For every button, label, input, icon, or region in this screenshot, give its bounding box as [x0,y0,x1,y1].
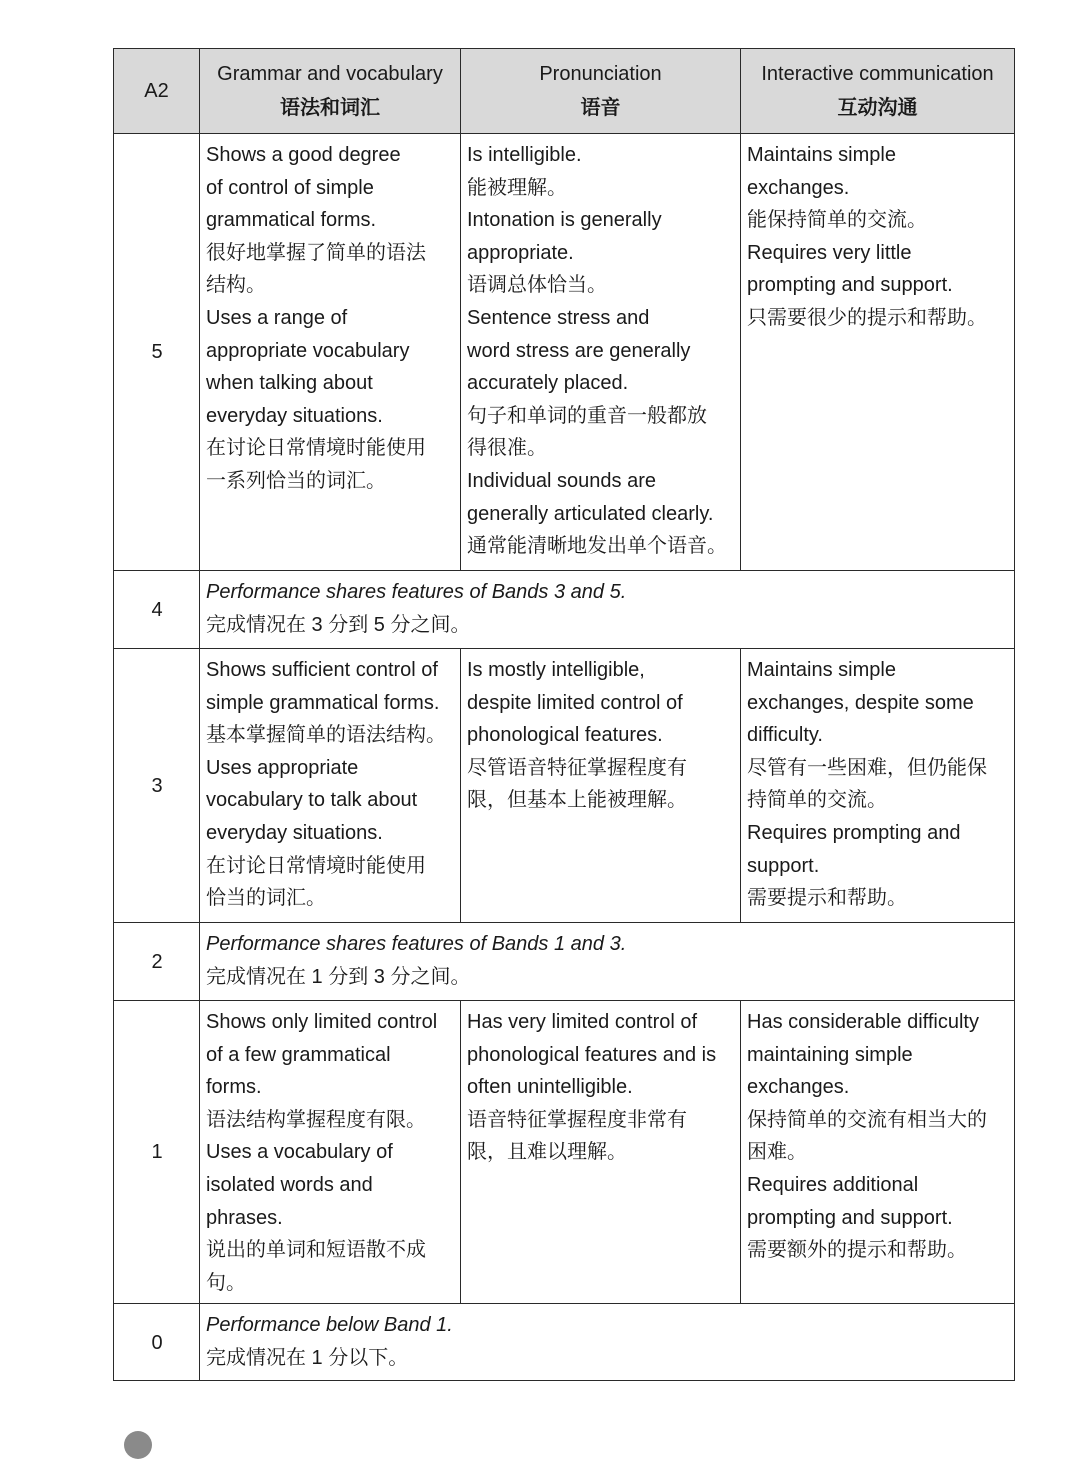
descriptor-line: everyday situations. [206,821,383,844]
descriptor-line: Requires additional [747,1173,919,1196]
descriptor-line: 说出的单词和短语散不成句。 [206,1239,426,1294]
descriptor-line: accurately placed. [467,372,629,395]
descriptor-line: Uses a vocabulary of [206,1141,393,1164]
descriptor-line: 能保持简单的交流。 [747,209,927,232]
table-row-band-3 [114,649,1015,923]
descriptor-line: of a few grammatical [206,1043,391,1066]
column-header-en: Grammar and vocabulary [217,63,443,85]
column-header-zh: 语法和词汇 [280,97,380,119]
descriptor-line: 在讨论日常情境时能使用 [206,437,426,460]
band-summary-zh: 完成情况在 1 分以下。 [206,1346,409,1369]
descriptor-line: 句子和单词的重音一般都放 [467,404,707,427]
descriptor-line: 语音特征掌握程度非常有 [467,1108,687,1131]
table-row-band-0 [114,1304,1015,1381]
table-row-band-2 [114,923,1015,1001]
descriptor-line: exchanges. [747,176,850,199]
band-score: 3 [114,649,200,923]
descriptor-line: support. [747,854,820,877]
descriptor-line: simple grammatical forms. [206,691,440,714]
descriptor-line: 基本掌握简单的语法结构。 [206,724,446,747]
band-summary [200,1304,1015,1381]
descriptor-line: Shows only limited control [206,1011,438,1033]
descriptor-line: Uses a range of [206,306,348,329]
cell-pronunciation [461,134,741,571]
descriptor-line: phonological features and is [467,1043,717,1066]
descriptor-line: Requires very little [747,241,912,264]
column-header-zh: 互动沟通 [837,97,918,119]
column-header-interactive [741,49,1015,134]
descriptor-line: 困难。 [747,1141,807,1164]
descriptor-line: Is intelligible. [467,144,582,166]
descriptor-line: 通常能清晰地发出单个语音。 [467,535,727,558]
descriptor-line: 尽管语音特征掌握程度有 [467,756,687,779]
descriptor-line: 语法结构掌握程度有限。 [206,1108,426,1131]
assessment-rubric-table [113,48,1015,1381]
descriptor-line: Sentence stress and [467,306,650,329]
descriptor-line: 能被理解。 [467,176,567,199]
descriptor-line: 保持简单的交流有相当大的 [747,1108,987,1131]
column-header-en: Pronunciation [539,63,662,85]
descriptor-line: appropriate vocabulary [206,339,410,362]
table-row-band-5 [114,134,1015,571]
descriptor-line: Has very limited control of [467,1011,698,1033]
cell-grammar [200,1001,461,1304]
header-row [114,49,1015,134]
descriptor-line: word stress are generally [467,339,691,362]
descriptor-line: prompting and support. [747,1206,953,1229]
column-header-pronunciation [461,49,741,134]
band-summary [200,923,1015,1001]
descriptor-line: 只需要很少的提示和帮助。 [747,306,987,329]
descriptor-line: when talking about [206,372,373,395]
descriptor-line: Individual sounds are [467,469,657,492]
table-row-band-1 [114,1001,1015,1304]
descriptor-line: Maintains simple [747,144,896,166]
descriptor-line: Shows a good degree [206,144,401,166]
descriptor-line: 限，但基本上能被理解。 [467,789,687,812]
band-summary-zh: 完成情况在 3 分到 5 分之间。 [206,613,471,636]
band-score: 5 [114,134,200,571]
cell-grammar [200,134,461,571]
band-score: 1 [114,1001,200,1304]
descriptor-line: 一系列恰当的词汇。 [206,469,386,492]
descriptor-line: 结构。 [206,274,266,297]
band-summary-en: Performance shares features of Bands 1 and 3. [206,933,627,955]
descriptor-line: forms. [206,1076,262,1099]
descriptor-line: phonological features. [467,724,663,747]
descriptor-line: of control of simple [206,176,374,199]
descriptor-line: Has considerable difficulty [747,1011,979,1033]
descriptor-line: maintaining simple [747,1043,913,1066]
column-header-zh: 语音 [580,97,621,119]
descriptor-line: 语调总体恰当。 [467,274,607,297]
descriptor-line: 限，且难以理解。 [467,1141,627,1164]
descriptor-line: vocabulary to talk about [206,789,418,812]
cell-interactive [741,1001,1015,1304]
band-score: 2 [114,923,200,1001]
cell-pronunciation [461,649,741,923]
descriptor-line: exchanges, despite some [747,691,974,714]
descriptor-line: 得很准。 [467,437,547,460]
descriptor-line: difficulty. [747,724,823,747]
descriptor-line: 需要提示和帮助。 [747,887,907,910]
band-score: 0 [114,1304,200,1381]
band-score: 4 [114,571,200,649]
cell-grammar [200,649,461,923]
cell-interactive [741,649,1015,923]
cell-interactive [741,134,1015,571]
band-summary-zh: 完成情况在 1 分到 3 分之间。 [206,965,471,988]
descriptor-line: isolated words and [206,1173,373,1196]
descriptor-line: 在讨论日常情境时能使用 [206,854,426,877]
descriptor-line: grammatical forms. [206,209,377,232]
band-summary [200,571,1015,649]
column-header-en: Interactive communication [761,63,994,85]
descriptor-line: 持简单的交流。 [747,789,887,812]
descriptor-line: Uses appropriate [206,756,359,779]
level-header: A2 [114,49,200,134]
descriptor-line: 需要额外的提示和帮助。 [747,1239,967,1262]
descriptor-line: appropriate. [467,241,574,264]
descriptor-line: generally articulated clearly. [467,502,714,525]
descriptor-line: exchanges. [747,1076,850,1099]
descriptor-line: often unintelligible. [467,1076,633,1099]
descriptor-line: prompting and support. [747,274,953,297]
descriptor-line: 很好地掌握了简单的语法 [206,241,426,264]
descriptor-line: phrases. [206,1206,283,1229]
band-summary-en: Performance shares features of Bands 3 and 5. [206,581,627,603]
descriptor-line: Maintains simple [747,659,896,681]
descriptor-line: Shows sufficient control of [206,659,438,681]
descriptor-line: 恰当的词汇。 [206,887,326,910]
column-header-grammar [200,49,461,134]
table-row-band-4 [114,571,1015,649]
descriptor-line: Requires prompting and [747,821,961,844]
cell-pronunciation [461,1001,741,1304]
descriptor-line: everyday situations. [206,404,383,427]
descriptor-line: Is mostly intelligible, [467,659,645,681]
page-number-badge [124,1431,152,1459]
descriptor-line: Intonation is generally [467,209,662,232]
descriptor-line: despite limited control of [467,691,683,714]
band-summary-en: Performance below Band 1. [206,1314,453,1337]
descriptor-line: 尽管有一些困难，但仍能保 [747,756,987,779]
